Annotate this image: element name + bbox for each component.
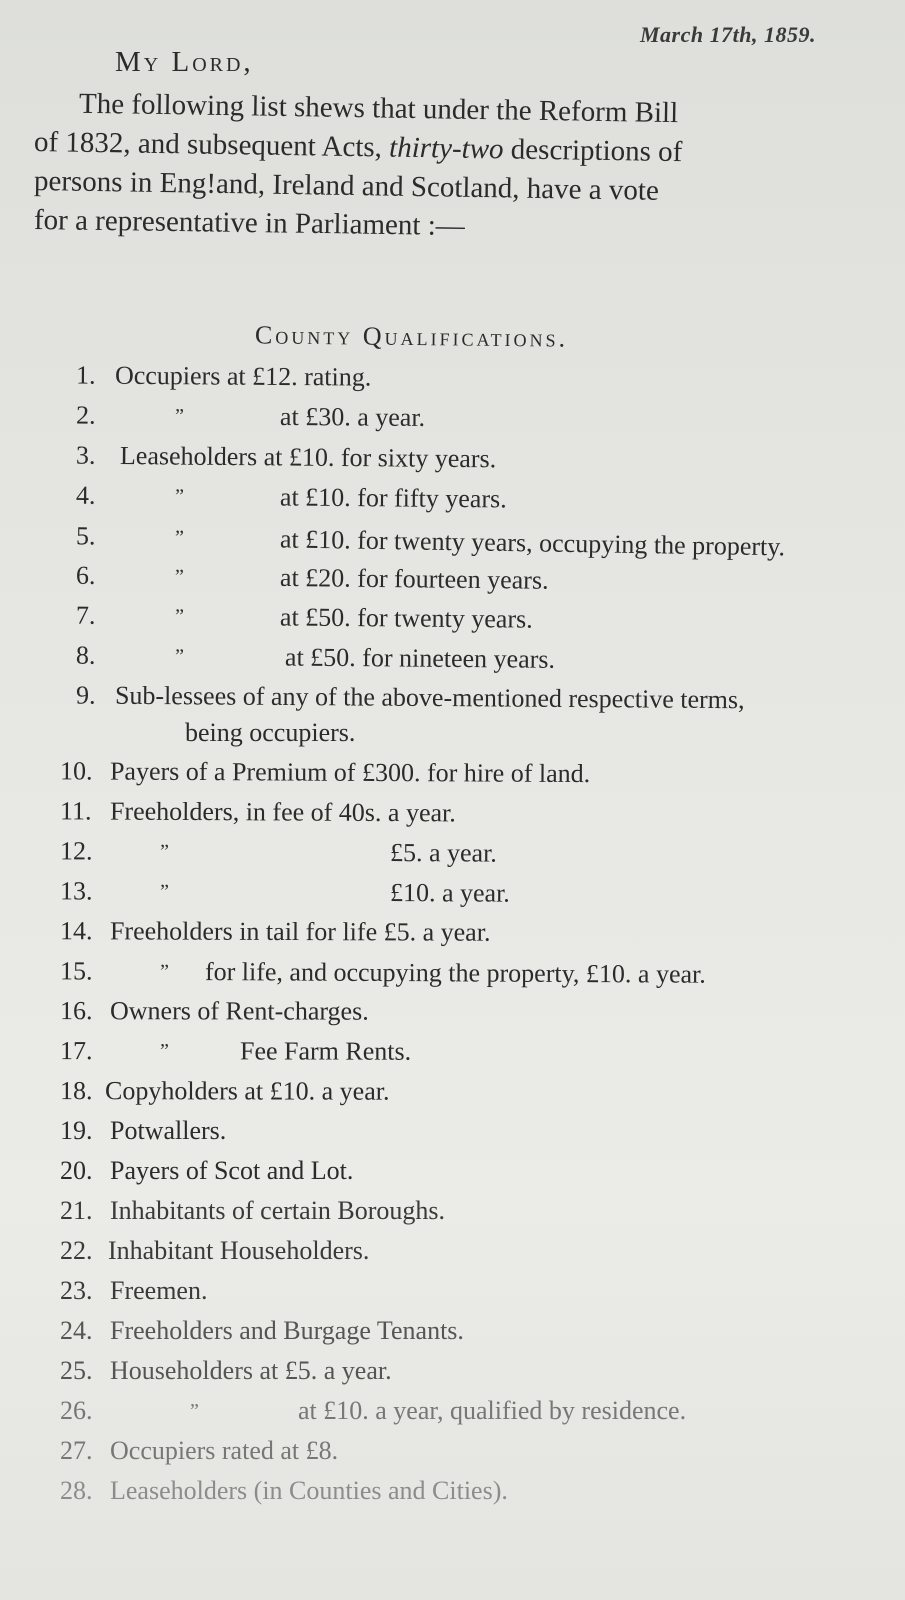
item-number: 2.: [75, 400, 96, 430]
list-item: [0, 911, 905, 954]
item-text: for life, and occupying the property, £10. a year.: [204, 957, 706, 989]
item-text: Inhabitant Householders.: [108, 1236, 370, 1265]
item-number: 3.: [75, 440, 96, 470]
list-item: [0, 791, 905, 836]
item-number: 10.: [59, 756, 93, 786]
list-item: [0, 1391, 905, 1431]
ditto-mark: ”: [174, 565, 184, 588]
list-item: [0, 1071, 905, 1113]
item-text: at £20. for fourteen years.: [279, 562, 549, 595]
item-number: 16.: [59, 996, 93, 1026]
ditto-mark: ”: [174, 526, 185, 549]
item-number: 1.: [75, 360, 96, 390]
item-number: 23.: [60, 1276, 93, 1305]
item-number: 26.: [60, 1396, 93, 1425]
item-text: at £30. a year.: [279, 401, 426, 432]
item-text: at £50. for twenty years.: [279, 602, 533, 634]
list-item: [0, 1271, 905, 1311]
intro-line-2-start: of 1832, and subsequent Acts,: [33, 126, 383, 164]
item-number: 14.: [59, 916, 93, 946]
item-text: being occupiers.: [185, 718, 356, 747]
list-item: [0, 1151, 905, 1191]
item-number: 18.: [59, 1076, 93, 1106]
list-item: [0, 1311, 905, 1351]
item-text: Occupiers rated at £8.: [110, 1436, 339, 1465]
item-text: Leaseholders at £10. for sixty years.: [119, 441, 497, 474]
intro-line-3: persons in Eng!and, Ireland and Scotland, have a vote: [33, 165, 660, 207]
item-number: 8.: [75, 640, 96, 670]
item-number: 19.: [60, 1116, 93, 1145]
item-number: 7.: [75, 600, 96, 630]
item-text: Freemen.: [110, 1276, 208, 1305]
item-number: 11.: [59, 796, 92, 826]
list-item: [0, 1031, 905, 1073]
item-text: Payers of a Premium of £300. for hire of land.: [109, 756, 591, 789]
ditto-mark: ”: [174, 605, 184, 628]
item-number: 20.: [60, 1156, 93, 1185]
list-item: [0, 991, 905, 1033]
item-number: 17.: [59, 1036, 93, 1066]
item-number: 25.: [60, 1356, 93, 1385]
list-item: [0, 1111, 905, 1151]
item-text: Occupiers at £12. rating.: [114, 360, 372, 392]
item-number: 4.: [75, 480, 96, 510]
item-number: 9.: [75, 680, 96, 710]
item-number: 6.: [75, 560, 96, 590]
section-heading: County Qualifications.: [254, 320, 569, 353]
ditto-mark: ”: [159, 960, 169, 983]
item-text: at £50. for nineteen years.: [284, 642, 556, 674]
item-number: 21.: [60, 1196, 93, 1225]
list-item: [0, 395, 905, 441]
letter-date: March 17th, 1859.: [640, 22, 816, 47]
item-number: 28.: [60, 1476, 93, 1505]
list-item: [0, 1351, 905, 1391]
list-item: [0, 355, 905, 401]
intro-paragraph: [33, 84, 884, 243]
list-item: [0, 871, 905, 916]
list-item: [0, 951, 905, 996]
ditto-mark: ”: [174, 405, 184, 428]
item-text: at £10. for fifty years.: [279, 482, 507, 514]
list-item: [0, 831, 905, 876]
item-number: 24.: [60, 1316, 93, 1345]
item-text: Freeholders, in fee of 40s. a year.: [109, 796, 456, 828]
list-item: [0, 475, 905, 523]
item-text: £10. a year.: [389, 878, 510, 908]
ditto-mark: ”: [159, 880, 169, 903]
item-text: Householders at £5. a year.: [110, 1356, 392, 1385]
intro-line-4: for a representative in Parliament :—: [33, 204, 466, 243]
item-text: at £10. a year, qualified by residence.: [298, 1396, 687, 1425]
intro-italic-phrase: thirty-two: [388, 131, 504, 166]
item-number: 22.: [60, 1236, 93, 1265]
ditto-mark: ”: [159, 1040, 169, 1063]
intro-line-1: The following list shews that under the Reform Bill: [78, 87, 679, 130]
list-item: [0, 751, 905, 796]
item-number: 13.: [59, 876, 93, 906]
item-number: 15.: [59, 956, 93, 986]
list-item: [0, 1471, 905, 1511]
intro-line-2-end: descriptions of: [510, 133, 683, 169]
item-text: Potwallers.: [110, 1116, 227, 1145]
ditto-mark: ”: [190, 1400, 199, 1422]
item-number: 5.: [75, 521, 96, 551]
item-text: Copyholders at £10. a year.: [104, 1076, 390, 1106]
ditto-mark: ”: [159, 840, 169, 863]
list-item: [0, 1431, 905, 1471]
item-text: Fee Farm Rents.: [239, 1036, 412, 1066]
item-text: Payers of Scot and Lot.: [110, 1156, 354, 1185]
item-text: Inhabitants of certain Boroughs.: [110, 1196, 446, 1225]
item-text: £5. a year.: [389, 838, 497, 868]
item-number: 12.: [59, 836, 93, 866]
item-text: Owners of Rent-charges.: [109, 996, 369, 1026]
item-number: 27.: [60, 1436, 93, 1465]
list-item: [0, 1191, 905, 1231]
salutation: My Lord,: [115, 46, 254, 78]
item-text: Sub-lessees of any of the above-mentioned respective terms,: [114, 680, 745, 715]
item-text: Freeholders and Burgage Tenants.: [110, 1316, 464, 1345]
ditto-mark: ”: [174, 485, 184, 508]
list-item: [0, 713, 905, 753]
list-item: [0, 1231, 905, 1271]
ditto-mark: ”: [174, 645, 184, 668]
item-text: Leaseholders (in Counties and Cities).: [110, 1476, 508, 1505]
item-text: at £10. for twenty years, occupying the property.: [279, 524, 786, 562]
item-text: Freeholders in tail for life £5. a year.: [109, 916, 491, 947]
